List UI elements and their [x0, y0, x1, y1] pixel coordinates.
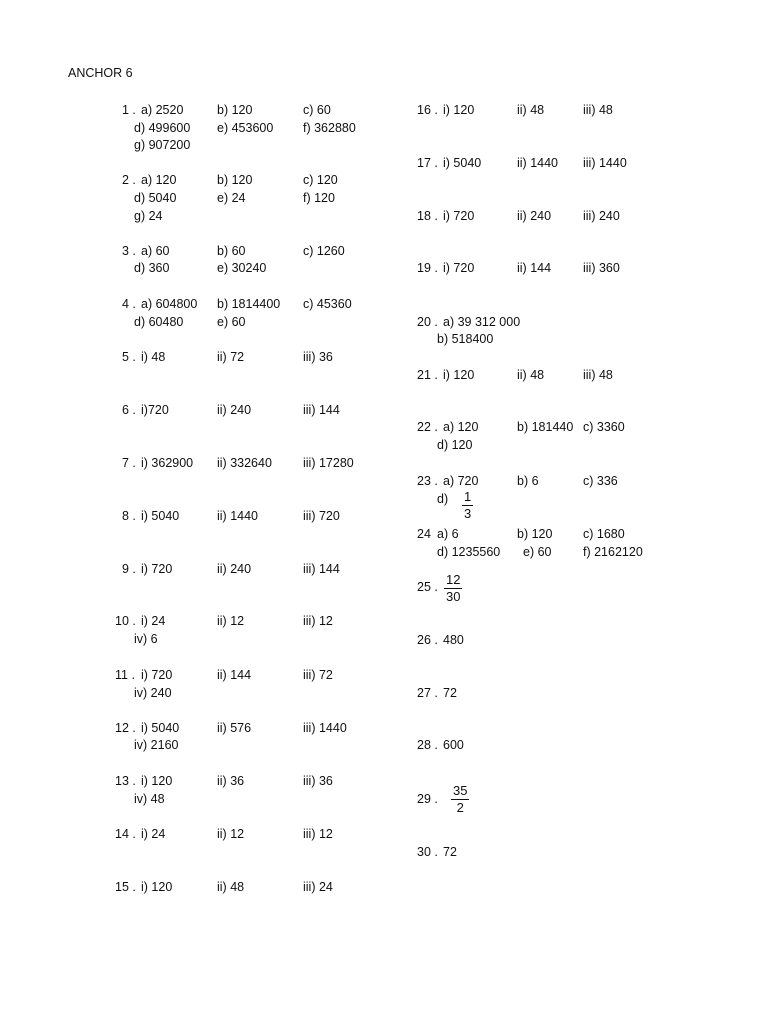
answer: 480	[443, 633, 464, 647]
question-number: 26 .	[417, 633, 438, 647]
answer: iv) 6	[134, 632, 158, 646]
answer: ii) 240	[217, 562, 252, 576]
answer: f) 362880	[303, 121, 356, 135]
question-number: 6 .	[122, 403, 136, 417]
question-number: 2 .	[122, 173, 136, 187]
answer: i) 120	[443, 368, 475, 382]
answer: i) 720	[443, 261, 475, 275]
answer: ii) 144	[217, 668, 252, 682]
answer: iii) 720	[303, 509, 340, 523]
question-number: 29 .	[417, 792, 438, 806]
answer: i) 5040	[443, 156, 482, 170]
answer: iii) 48	[583, 368, 613, 382]
answer: b) 120	[217, 173, 253, 187]
answer: ii) 72	[217, 350, 245, 364]
fraction-denominator: 2	[456, 800, 464, 815]
answer: ii) 1440	[217, 509, 258, 523]
answer: a) 720	[443, 474, 479, 488]
answer: e) 30240	[217, 261, 267, 275]
question-number: 4 .	[122, 297, 136, 311]
answer: e) 453600	[217, 121, 274, 135]
answer: i) 362900	[141, 456, 194, 470]
answer: ii) 36	[217, 774, 245, 788]
answer: d) 60480	[134, 315, 184, 329]
answer: c) 1260	[303, 244, 345, 258]
fraction	[462, 489, 473, 522]
answer: ii) 240	[517, 209, 552, 223]
answer: d) 499600	[134, 121, 191, 135]
answer: i) 48	[141, 350, 166, 364]
question-number: 8 .	[122, 509, 136, 523]
answer: c) 120	[303, 173, 338, 187]
answer: i) 24	[141, 827, 166, 841]
question-number: 21 .	[417, 368, 438, 382]
answer: iv) 240	[134, 686, 172, 700]
answer: ii) 48	[517, 368, 545, 382]
answer: c) 60	[303, 103, 331, 117]
answer: iii) 144	[303, 403, 340, 417]
question-number: 9 .	[122, 562, 136, 576]
answer: i) 720	[141, 562, 173, 576]
answer: ii) 144	[517, 261, 552, 275]
answer: c) 3360	[583, 420, 625, 434]
answer: ii) 48	[217, 880, 245, 894]
fraction-numerator: 1	[464, 489, 472, 504]
answer: a) 2520	[141, 103, 184, 117]
answer: b) 60	[217, 244, 246, 258]
answer: ii) 240	[217, 403, 252, 417]
answer: ii) 48	[517, 103, 545, 117]
answer: iii) 72	[303, 668, 333, 682]
question-number: 19 .	[417, 261, 438, 275]
question-number: 14 .	[115, 827, 136, 841]
answer: iii) 24	[303, 880, 333, 894]
answer: e) 60	[217, 315, 246, 329]
question-number: 5 .	[122, 350, 136, 364]
answer: g) 24	[134, 209, 163, 223]
answer: a) 604800	[141, 297, 198, 311]
answer: iii) 17280	[303, 456, 354, 470]
question-number: 17 .	[417, 156, 438, 170]
answer: i) 120	[141, 880, 173, 894]
question-number: 7 .	[122, 456, 136, 470]
answer: f) 2162120	[583, 545, 643, 559]
answer: c) 45360	[303, 297, 352, 311]
answer: a) 120	[141, 173, 177, 187]
answer: c) 336	[583, 474, 618, 488]
answer: c) 1680	[583, 527, 625, 541]
answer: iv) 48	[134, 792, 165, 806]
question-number: 1 .	[122, 103, 136, 117]
answer: iii) 240	[583, 209, 620, 223]
question-number: 15 .	[115, 880, 136, 894]
answer: a) 6	[437, 527, 459, 541]
question-number: 10 .	[115, 614, 136, 628]
page-title: ANCHOR 6	[68, 66, 133, 80]
answer: i) 5040	[141, 721, 180, 735]
answer: e) 24	[217, 191, 246, 205]
fraction-denominator: 3	[464, 506, 472, 521]
fraction-denominator: 30	[446, 589, 461, 604]
answer: 600	[443, 738, 464, 752]
question-number: 27 .	[417, 686, 438, 700]
answer: 72	[443, 686, 457, 700]
question-number: 25 .	[417, 580, 438, 594]
answer: a) 39 312 000	[443, 315, 521, 329]
answer: d) 1235560	[437, 545, 501, 559]
answer: d) 5040	[134, 191, 177, 205]
fraction	[444, 572, 462, 605]
answer: e) 60	[523, 545, 552, 559]
answer: ii) 332640	[217, 456, 272, 470]
question-number: 22 .	[417, 420, 438, 434]
answer: a) 60	[141, 244, 170, 258]
answer: b) 1814400	[217, 297, 281, 311]
question-number: 3 .	[122, 244, 136, 258]
answer: b) 120	[217, 103, 253, 117]
answer: ii) 1440	[517, 156, 558, 170]
question-number: 18 .	[417, 209, 438, 223]
answer: i) 24	[141, 614, 166, 628]
question-number: 23 .	[417, 474, 438, 488]
answer: ii) 12	[217, 614, 245, 628]
answer: iii) 144	[303, 562, 340, 576]
answer: d) 360	[134, 261, 170, 275]
answer: iii) 48	[583, 103, 613, 117]
question-number: 20 .	[417, 315, 438, 329]
question-number: 12 .	[115, 721, 136, 735]
answer: iii) 36	[303, 350, 333, 364]
answer: i) 5040	[141, 509, 180, 523]
fraction-numerator: 35	[453, 783, 468, 798]
question-number: 24	[417, 527, 431, 541]
answer: iii) 12	[303, 614, 333, 628]
answer: iii) 1440	[583, 156, 627, 170]
question-number: 30 .	[417, 845, 438, 859]
question-number: 11 .	[115, 668, 135, 682]
answer: a) 120	[443, 420, 479, 434]
answer: f) 120	[303, 191, 335, 205]
answer: iii) 12	[303, 827, 333, 841]
answer: d) 120	[437, 438, 473, 452]
answer: iv) 2160	[134, 738, 179, 752]
fraction-numerator: 12	[446, 572, 461, 587]
fraction	[451, 783, 469, 816]
question-number: 28 .	[417, 738, 438, 752]
answer: ii) 12	[217, 827, 245, 841]
answer: g) 907200	[134, 138, 191, 152]
answer: i)720	[141, 403, 169, 417]
answer: iii) 360	[583, 261, 620, 275]
question-number: 16 .	[417, 103, 438, 117]
answer: b) 6	[517, 474, 539, 488]
question-number: 13 .	[115, 774, 136, 788]
answer: i) 120	[443, 103, 475, 117]
answer: i) 720	[443, 209, 475, 223]
answer: d)	[437, 492, 449, 506]
answer: i) 120	[141, 774, 173, 788]
answer: b) 120	[517, 527, 553, 541]
answer: ii) 576	[217, 721, 252, 735]
answer: iii) 1440	[303, 721, 347, 735]
answer: i) 720	[141, 668, 173, 682]
answer: b) 181440	[517, 420, 574, 434]
answer: iii) 36	[303, 774, 333, 788]
answer: 72	[443, 845, 457, 859]
answer: b) 518400	[437, 332, 494, 346]
